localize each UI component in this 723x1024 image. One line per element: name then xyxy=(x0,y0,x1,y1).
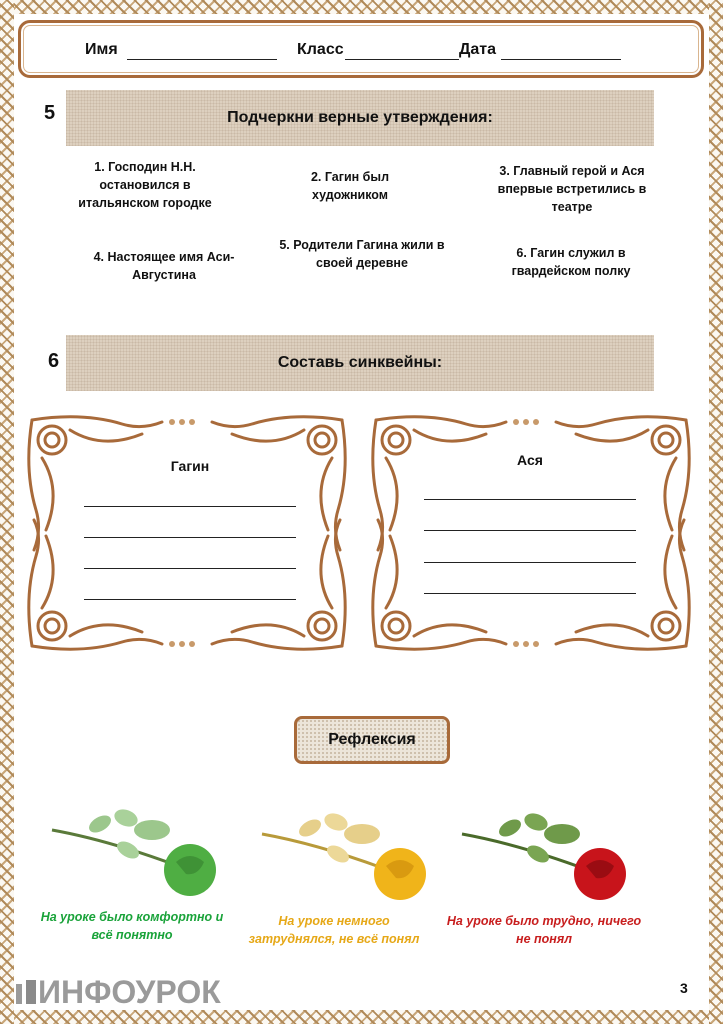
cinquain-line[interactable] xyxy=(84,568,296,569)
cinquain-line[interactable] xyxy=(424,499,636,500)
red-rose-caption: На уроке было трудно, ничего не понял xyxy=(446,914,642,946)
task6-number: 6 xyxy=(48,350,60,372)
task5-number: 5 xyxy=(44,102,56,124)
logo-text: ИНФОУРОК xyxy=(38,974,221,1010)
name-field[interactable] xyxy=(127,59,277,60)
task5-title: Подчеркни верные утверждения: xyxy=(227,109,493,126)
cinquain-line[interactable] xyxy=(84,537,296,538)
class-field[interactable] xyxy=(345,59,459,60)
cinquain-line[interactable] xyxy=(424,530,636,531)
reflection-heading xyxy=(294,716,450,764)
page-number: 3 xyxy=(680,980,688,996)
class-label: Класс xyxy=(297,41,344,58)
task6-title: Составь синквейны: xyxy=(277,354,443,371)
frame-title-asya: Ася xyxy=(517,452,543,468)
yellow-rose-image[interactable] xyxy=(258,804,438,908)
statement-6[interactable]: 6. Гагин служил в гвардейском полку xyxy=(511,246,631,278)
student-info-header xyxy=(18,20,704,78)
green-rose-image[interactable] xyxy=(48,800,228,904)
ornamental-frame-asya xyxy=(366,410,696,656)
cinquain-line[interactable] xyxy=(424,562,636,563)
task5-banner xyxy=(66,90,654,146)
name-label: Имя xyxy=(85,41,118,58)
page-border-bottom xyxy=(0,1010,723,1024)
frame-title-gagin: Гагин xyxy=(170,458,210,474)
cinquain-line[interactable] xyxy=(424,593,636,594)
statement-4[interactable]: 4. Настоящее имя Аси- Августина xyxy=(93,250,235,282)
logo-icon xyxy=(14,978,38,1008)
ornamental-frame-gagin xyxy=(22,410,352,656)
statement-5[interactable]: 5. Родители Гагина жили в своей деревне xyxy=(279,238,445,270)
cinquain-line[interactable] xyxy=(84,506,296,507)
green-rose-caption: На уроке было комфортно и всё понятно xyxy=(40,910,224,942)
page-border-right xyxy=(709,0,723,1024)
statement-3[interactable]: 3. Главный герой и Ася впервые встретились в театре xyxy=(497,164,647,214)
infourok-logo xyxy=(14,974,221,1011)
date-field[interactable] xyxy=(501,59,621,60)
yellow-rose-caption: На уроке немного затруднялся, не всё понял xyxy=(248,914,420,946)
reflection-title: Рефлексия xyxy=(328,731,416,748)
statement-2[interactable]: 2. Гагин был художником xyxy=(310,170,390,202)
task6-banner xyxy=(66,335,654,391)
cinquain-line[interactable] xyxy=(84,599,296,600)
page-border-left xyxy=(0,0,14,1024)
statement-1[interactable]: 1. Господин Н.Н. остановился в итальянском городке xyxy=(78,160,212,210)
red-rose-image[interactable] xyxy=(458,804,638,908)
page-border-top xyxy=(0,0,723,14)
date-label: Дата xyxy=(459,41,497,58)
